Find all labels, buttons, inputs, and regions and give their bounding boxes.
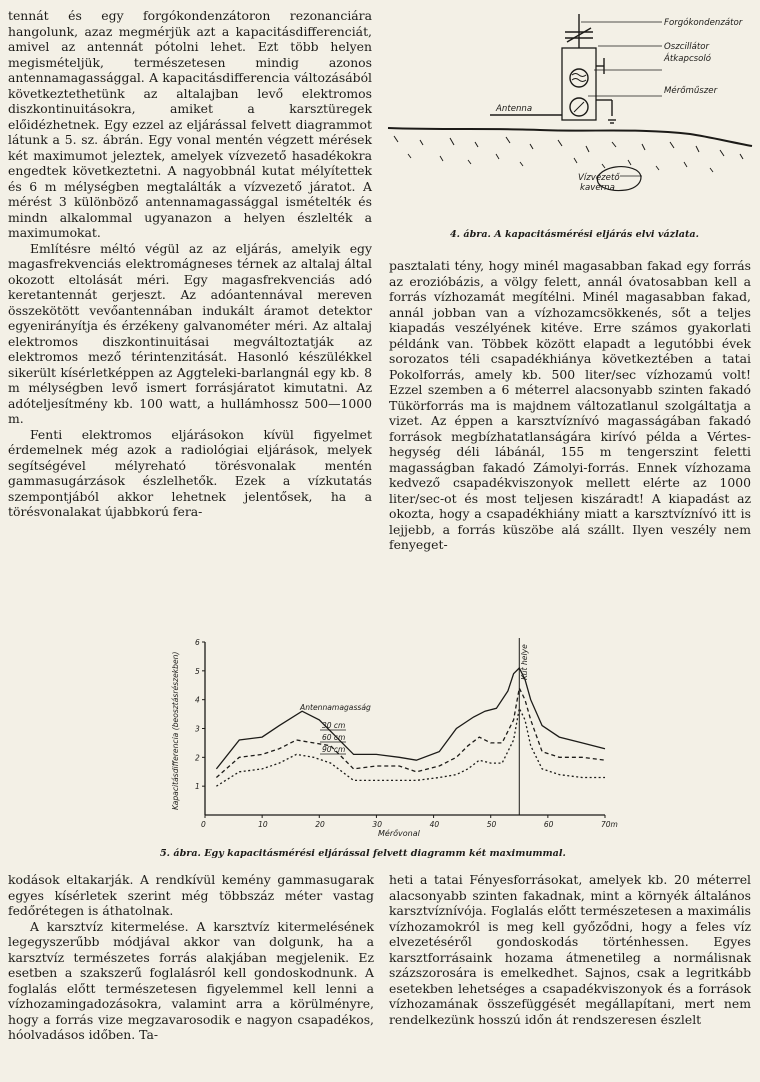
paragraph: kodások eltakarják. A rendkívül kemény gammasugarak egyes kísérletek szerint még többszáz méter vastag fedőrétegen is áthatolnak. — [8, 872, 374, 918]
label-oscillator: Oszcillátor — [664, 42, 710, 52]
figure-4-caption: 4. ábra. A kapacitásmérési eljárás elvi vázlata. — [450, 229, 699, 240]
x-axis-label: Mérővonal — [378, 829, 420, 838]
y-tick-label: 3 — [195, 724, 200, 734]
series-label: 30 cm — [322, 721, 346, 730]
x-tick-label: 60 — [543, 820, 554, 829]
figure-5-chart — [150, 630, 630, 845]
right-column-top — [389, 258, 751, 553]
paragraph: tennát és egy forgókondenzátoron rezonanciára hangolunk, azaz megmérjük azt a kapacitásdifferenciát, amivel az antennát pótolni lehet. Ezt több helyen megismételjük, természetesen mindig azonos antennamagassággal. A kapacitásdifferencia változásából következtethetünk az altalajban levő elektromos diszkontinuitásokra, amiket a karsztüregek előidézhetnek. Egy ezzel az eljárással felvett diagrammot látunk a 5. sz. ábrán. Egy vonal mentén végzett mérések két maximumot jeleztek, amelyek vízvezető hasadékokra engedtek következtetni. A nagyobbnál kutat mélyítettek és 6 m mélységben megtalálták a vízvezető járatot. A mérést 3 különböző antennamagassággal ismételték és mindn alkalommal ugyanazon a helyen észlelték a maximumokat. — [8, 8, 372, 240]
label-switch: Átkapcsoló — [664, 54, 712, 64]
x-tick-label: 10 — [258, 820, 268, 829]
paragraph: Fenti elektromos eljárásokon kívül figyelmet érdemelnek még azok a radiológiai eljárások, melyek segítségével mélyreható törésvonalak mentén gammasugárzások észlelhetők. Ezek a vízkutatás szempontjából akkor lehetnek jelentősek, ha a törésvonalakat újabbkorú fera- — [8, 426, 372, 519]
y-tick-label: 1 — [195, 782, 200, 792]
x-tick-label: 0 — [201, 820, 206, 829]
oscillator-box — [562, 48, 596, 120]
paragraph: A karsztvíz kitermelése. A karsztvíz kitermelésének legegyszerűbb módjával akkor van dolgunk, ha a karsztvíz természetes forrás alakjában megjelenik. Ez esetben a szakszerű foglalásról kell gondoskodnunk. A foglalás előtt természetesen figyelemmel kell lenni a vízhozamingadozásokra, valamint arra a körülményre, hogy a forrás vize megzavarosodik e nagyon csapadékos, hóolvadásos időben. Ta- — [8, 918, 374, 1042]
x-tick-label: 40 — [429, 820, 440, 829]
paragraph: Említésre méltó végül az az eljárás, amelyik egy magasfrekvenciás elektromágneses térnek az altalaj által okozott eltolását méri. Egy magasfrekvenciás adó keretantennát gerjeszt. Az adóantennával mereven összekötött vevőantennában indukált áramot detektor egyenirányítja és érzékeny galvanométer méri. Az altalaj elektromos diszkontinuitásai megváltoztatják az elektromos mező térintenzitását. Hasonló készülékkel sikerült kísérletképpen az Aggteleki-barlangnál egy kb. 8 m mélységben levő ismert forrásjáratot kimutatni. Az adóteljesítmény kb. 100 watt, a hullámhossz 500—1000 m. — [8, 240, 372, 426]
label-meter: Mérőműszer — [664, 86, 718, 96]
label-cavern-1: Vízvezető — [578, 173, 620, 183]
ground-surface — [388, 128, 752, 146]
y-tick-label: 4 — [195, 695, 200, 705]
label-antenna: Antenna — [496, 104, 533, 114]
well-label: Kút helye — [520, 644, 529, 680]
label-capacitor: Forgókondenzátor — [664, 18, 743, 28]
right-column-bottom — [389, 872, 751, 1027]
y-tick-label: 5 — [195, 666, 200, 676]
paragraph: pasztalati tény, hogy minél magasabban fakad egy forrás az erozióbázis, a völgy felett, annál óvatosabban kell a forrás vízhozamát megítélni. Minél magasabban fakad, annál jobban van a vízhozamcsökkenés, sőt a teljes kiapadás veszélyének kitéve. Erre számos gyakorlati példánk van. Többek között elapadt a legutóbbi évek sorozatos téli csapadékhiánya következtében a tatai Pokolforrás, amely kb. 500 liter/sec vízhozamú volt! Ezzel szemben a 6 méterrel alacsonyabb szinten fakadó Tükörforrás ma is majdnem változatlanul szolgáltatja a vizet. Az éppen a karsztvíznívó magasságában fakadó források megbízhatatlanságára kirívó példa a Vértes-hegység déli lábánál, 155 m tengerszint feletti magasságban fakadó Zámolyi-forrás. Ennek vízhozama kedvező csapadékviszonyok mellett elérte az 1000 liter/sec-ot és most teljesen kiszáradt! A kiapadást az okozta, hogy a csapadékhiány miatt a karsztvíznívó itt is lejjebb, a forrás küszöbe alá szállt. Ilyen veszély nem fenyeget- — [389, 258, 751, 552]
antenna-height-label: Antennamagasság — [300, 703, 371, 712]
series-label: 60 cm — [322, 733, 346, 742]
series-label: 90 cm — [322, 745, 346, 754]
y-axis-label: Kapacitásdifferencia (beosztásrészekben) — [171, 651, 180, 810]
oscillator-symbol — [570, 69, 588, 87]
x-tick-label: 20 — [315, 820, 325, 829]
paragraph: heti a tatai Fényesforrásokat, amelyek kb. 20 méterrel alacsonyabb szinten fakadnak, mint a környék általános karsztvíznívója. Foglalás előtt természetesen a maximális vízhozamokról is meg kell győződni, hogy a feles víz elvezetéséről gondoskodás történhessen. Egyes karsztforrásaink hozama átmenetileg a normálisnak százszorosára is emelkedhet. Sajnos, csak a legritkább esetekben lehetséges a csapadékviszonyok és a források vízhozamának összefüggését megállapítani, mert nem rendelkezünk hosszú időn át rendszeresen észlelt — [389, 872, 751, 1027]
x-tick-label: 30 — [372, 820, 382, 829]
x-tick-label: 50 — [486, 820, 497, 829]
label-cavern-2: kaverna — [580, 183, 615, 193]
y-tick-label: 2 — [195, 753, 200, 763]
y-tick-label: 6 — [195, 638, 200, 647]
figure-5-caption: 5. ábra. Egy kapacitásmérési eljárással felvett diagramm két maximummal. — [160, 848, 566, 859]
left-column-bottom — [8, 872, 374, 1043]
left-column-top — [8, 8, 372, 520]
series-line-3 — [216, 708, 605, 786]
figure-4-schematic — [380, 4, 756, 226]
x-tick-label: 70m — [601, 820, 618, 829]
